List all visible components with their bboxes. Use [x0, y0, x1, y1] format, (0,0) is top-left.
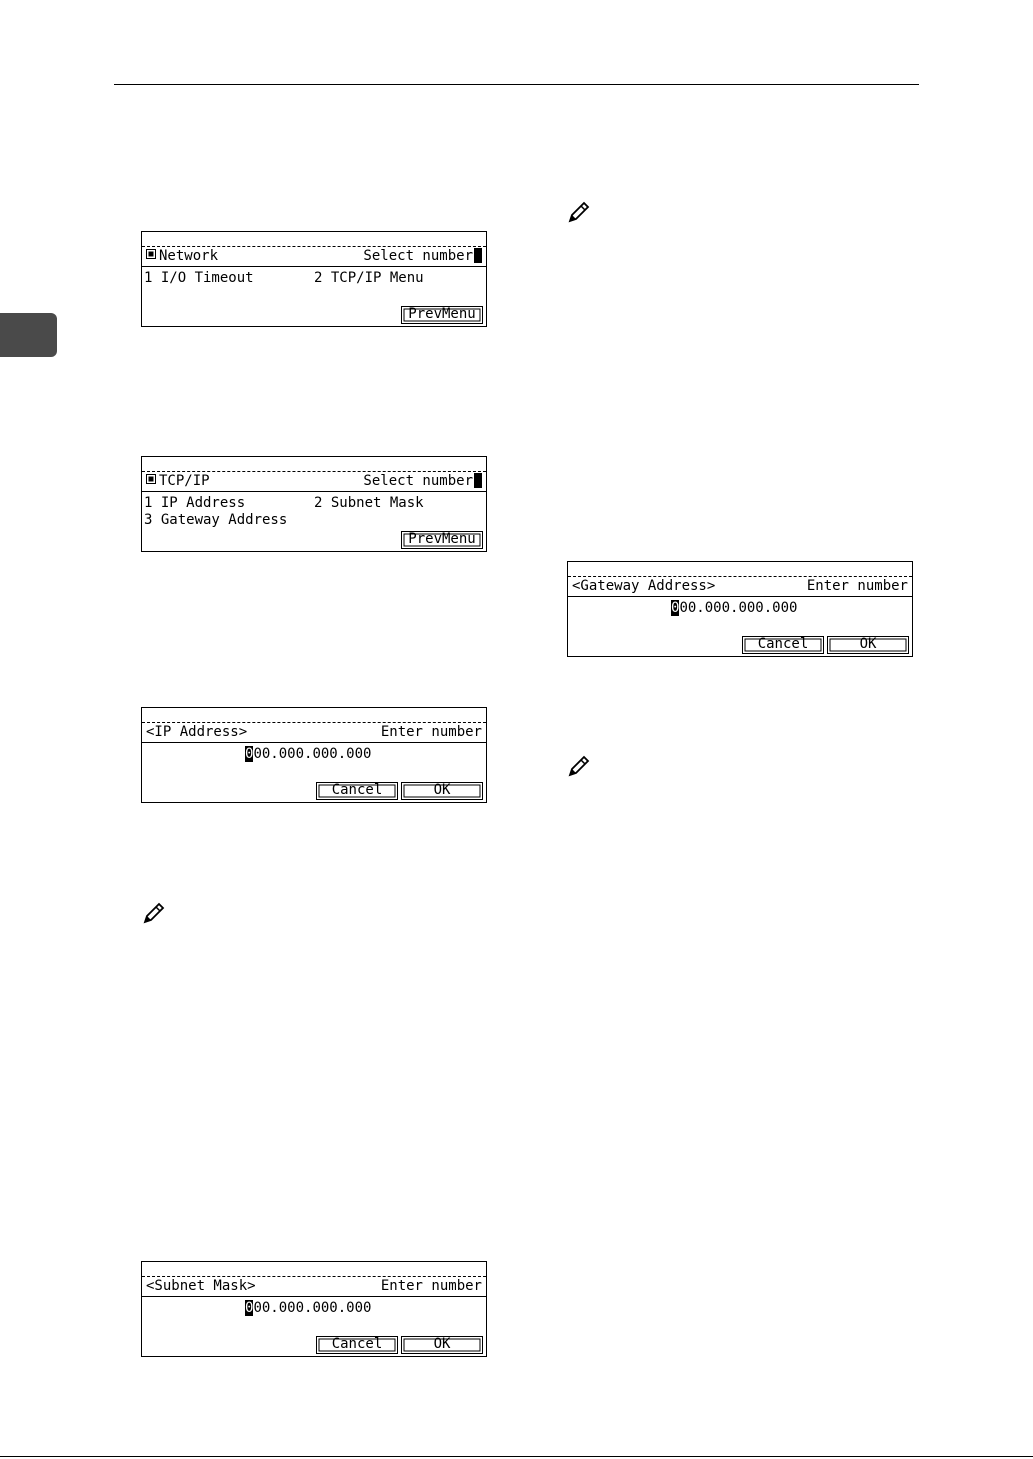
lcd-divider [142, 742, 486, 743]
lcd-divider [142, 246, 486, 247]
value-digits: 00.000.000.000 [253, 1300, 372, 1316]
lcd-hint-text: Select number [363, 473, 473, 489]
subnet-mask-field[interactable] [245, 1300, 371, 1316]
menu-item-io-timeout[interactable]: 1 I/O Timeout [144, 270, 254, 286]
lcd-hint [363, 473, 482, 489]
cursor-block [474, 473, 482, 488]
lcd-subnet-mask [141, 1261, 487, 1357]
pencil-icon [567, 200, 591, 224]
ok-button[interactable]: OK [401, 782, 483, 800]
lcd-network-menu [141, 231, 487, 327]
lcd-divider [142, 1296, 486, 1297]
lcd-ip-address [141, 707, 487, 803]
lcd-title-text: TCP/IP [159, 473, 210, 489]
lcd-title [146, 248, 218, 264]
lcd-gateway-address [567, 561, 913, 657]
value-cursor-digit: 0 [245, 746, 254, 762]
menu-item-gateway-address[interactable]: 3 Gateway Address [144, 512, 288, 528]
menu-square-icon [146, 249, 156, 259]
gateway-address-field[interactable] [671, 600, 797, 616]
pencil-icon [567, 754, 591, 778]
lcd-title [146, 473, 210, 489]
menu-item-subnet-mask[interactable]: 2 Subnet Mask [314, 495, 424, 511]
lcd-divider [142, 722, 486, 723]
value-cursor-digit: 0 [245, 1300, 254, 1316]
lcd-divider [142, 491, 486, 492]
cancel-button[interactable]: Cancel [316, 782, 398, 800]
value-digits: 00.000.000.000 [679, 600, 798, 616]
footer-rule [0, 1456, 1033, 1457]
ok-button[interactable]: OK [401, 1336, 483, 1354]
lcd-divider [142, 1276, 486, 1277]
cursor-block [474, 248, 482, 263]
lcd-hint: Enter number [380, 1278, 482, 1294]
cancel-button[interactable]: Cancel [742, 636, 824, 654]
lcd-divider [568, 576, 912, 577]
ok-button[interactable]: OK [827, 636, 909, 654]
lcd-divider [142, 471, 486, 472]
menu-square-icon [146, 474, 156, 484]
lcd-hint-text: Select number [363, 248, 473, 264]
lcd-hint: Enter number [806, 578, 908, 594]
lcd-hint: Enter number [380, 724, 482, 740]
cancel-button[interactable]: Cancel [316, 1336, 398, 1354]
lcd-title-text: Network [159, 248, 219, 264]
value-cursor-digit: 0 [671, 600, 680, 616]
menu-item-tcpip-menu[interactable]: 2 TCP/IP Menu [314, 270, 424, 286]
ip-address-field[interactable] [245, 746, 371, 762]
lcd-divider [568, 596, 912, 597]
value-digits: 00.000.000.000 [253, 746, 372, 762]
prevmenu-button[interactable]: PrevMenu [401, 306, 483, 324]
lcd-hint [363, 248, 482, 264]
chapter-tab [0, 313, 57, 357]
menu-item-ip-address[interactable]: 1 IP Address [144, 495, 246, 511]
pencil-icon [142, 901, 166, 925]
header-rule [114, 84, 919, 85]
lcd-title: <IP Address> [146, 724, 248, 740]
prevmenu-button[interactable]: PrevMenu [401, 531, 483, 549]
lcd-title: <Gateway Address> [572, 578, 716, 594]
lcd-tcpip-menu [141, 456, 487, 552]
lcd-title: <Subnet Mask> [146, 1278, 256, 1294]
lcd-divider [142, 266, 486, 267]
